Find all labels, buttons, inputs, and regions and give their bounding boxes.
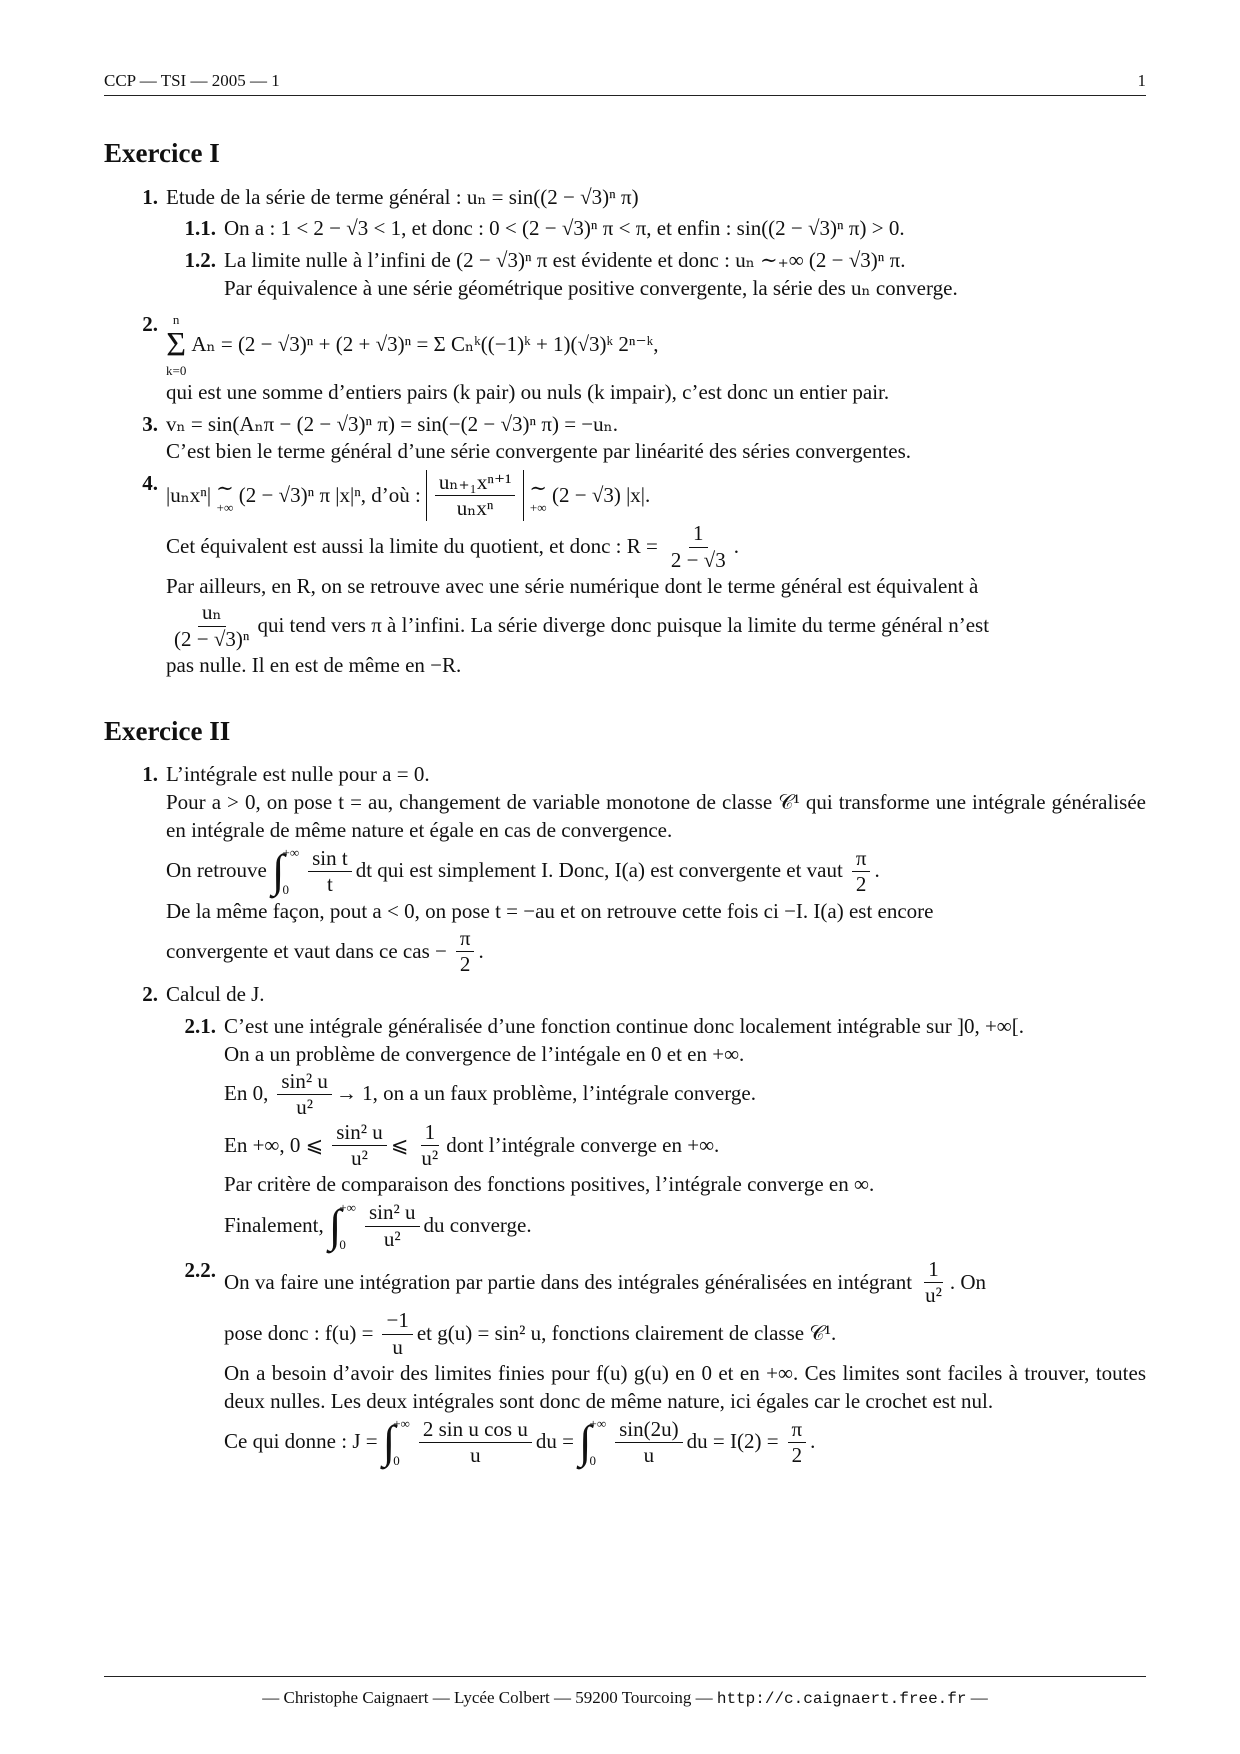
formula-part: |uₙxⁿ| <box>166 482 212 507</box>
radius-fraction: $\frac{1}{2 - √3}$ <box>670 521 726 572</box>
line: De la même façon, pout a < 0, on pose t = −au et on retrouve cette fois ci −I. I(a) est encore <box>166 899 934 924</box>
header-title: CCP — TSI — 2005 — 1 <box>104 71 280 90</box>
pi-half: $\frac{\pi}{2}$ <box>852 846 871 897</box>
equiv-symbol: ∼ +∞ <box>216 476 234 515</box>
item-title: Calcul de J. <box>166 982 265 1007</box>
line: Ce qui donne : J = ∫ +∞ 0 $\frac{\text{2 sin u cos u}}{u}$ du = ∫ +∞ 0 $\frac{\sin(2u)}{u}$ du = I(2) = $\frac{\pi}{2}$ . <box>224 1416 816 1469</box>
ex2-item-2 <box>104 981 1146 1473</box>
integral-line: On retrouve ∫ +∞ 0 $\frac{\text{sin t}}{t}$ dt qui est simplement I. Donc, I(a) est convergente et vaut $\frac{\pi}{2}$ . <box>166 845 880 898</box>
radius-line: Cet équivalent est aussi la limite du quotient, et donc : R = $\frac{1}{2 - √3}$ . <box>166 521 739 572</box>
formula-part: (2 − √3)ⁿ π |x|ⁿ, d’où : <box>238 482 421 507</box>
sub-text: Par équivalence à une série géométrique positive convergente, la série des uₙ converge. <box>224 275 958 300</box>
line: Par critère de comparaison des fonctions positives, l’intégrale converge en ∞. <box>224 1172 875 1197</box>
line: On va faire une intégration par partie dans des intégrales généralisées en intégrant $\frac{1}{\text{u²}}$ . On <box>224 1257 987 1308</box>
ex2-item-1 <box>104 761 1146 977</box>
pi-half: $\frac{\pi}{2}$ <box>456 926 475 977</box>
page-content <box>104 136 1146 1477</box>
item-number: 3. <box>142 411 158 436</box>
line: En +∞, 0 ⩽ $\frac{\text{sin² u}}{\text{u²}}$ ⩽ $\frac{1}{\text{u²}}$ dont l’intégrale converge en +∞. <box>224 1119 720 1171</box>
item-number: 2. <box>142 311 158 336</box>
ex1-item-1 <box>104 184 1146 307</box>
formula-vn: vₙ = sin(Aₙπ − (2 − √3)ⁿ π) = sin(−(2 − √3)ⁿ π) = −uₙ. <box>166 411 618 436</box>
formula-part: (2 − √3) |x|. <box>552 482 651 507</box>
page-footer: — Christophe Caignaert — Lycée Colbert — 59200 Tourcoing — http://c.caignaert.free.fr — <box>104 1676 1146 1710</box>
sinc-fraction: $\frac{\text{sin t}}{t}$ <box>308 846 352 897</box>
line: On a besoin d’avoir des limites finies pour f(u) g(u) en 0 et en +∞. Ces limites sont faciles à trouver, toutes deux nulles. Les deux intégrales sont donc de même nature, ici égales car le crochet est nul. <box>224 1360 1146 1413</box>
page-header <box>104 70 1146 96</box>
sub-text: On a : 1 < 2 − √3 < 1, et donc : 0 < (2 − √3)ⁿ π < π, et enfin : sin((2 − √3)ⁿ π) > 0. <box>224 216 905 241</box>
ex1-sub-1-1 <box>166 215 1146 243</box>
formula-ratio <box>166 470 1146 521</box>
footer-author: — Christophe Caignaert — Lycée Colbert — 59200 Tourcoing — <box>262 1688 713 1707</box>
paragraph: Par ailleurs, en R, on se retrouve avec une série numérique dont le terme général est équivalent à <box>166 573 979 598</box>
line: pose donc : f(u) = $\frac{-1}{u}$ et g(u) = sin² u, fonctions clairement de classe 𝒞¹. <box>224 1308 837 1359</box>
sub-number: 2.1. <box>184 1014 216 1039</box>
sum-lower: k=0 <box>166 362 187 378</box>
ex1-item-3 <box>104 411 1146 466</box>
integral-symbol: ∫ +∞ 0 <box>271 845 300 898</box>
sub-number: 1.1. <box>184 216 216 241</box>
formula-An <box>166 311 1146 379</box>
sub-text: La limite nulle à l’infini de (2 − √3)ⁿ π est évidente et donc : uₙ ∼₊∞ (2 − √3)ⁿ π. <box>224 248 906 273</box>
page-number: 1 <box>1137 71 1146 90</box>
ex1-item-2 <box>104 311 1146 407</box>
line: En 0, $\frac{\text{sin² u}}{\text{u²}}$ → 1, on a un faux problème, l’intégrale converge. <box>224 1068 756 1119</box>
item-number: 1. <box>142 762 158 787</box>
footer-url[interactable]: http://c.caignaert.free.fr <box>716 1690 967 1708</box>
item-number: 1. <box>142 184 158 209</box>
integral-symbol: ∫ +∞ 0 <box>328 1200 356 1252</box>
abs-ratio: $\frac{\text{uₙ₊₁xⁿ⁺¹}}{\text{uₙxⁿ}}$ <box>426 470 525 521</box>
exercise-2-title: Exercice II <box>104 715 231 746</box>
sub-number: 2.2. <box>184 1258 216 1283</box>
line: C’est une intégrale généralisée d’une fonction continue donc localement intégrable sur ]0, +∞[. <box>224 1014 1025 1039</box>
sum-symbol: n Σ k=0 <box>166 311 187 378</box>
line: Finalement, ∫ +∞ 0 $\frac{\text{sin² u}}{\text{u²}}$ du converge. <box>224 1200 532 1252</box>
sub-number: 1.2. <box>184 248 216 273</box>
ex2-sub-2-1 <box>166 1013 1146 1253</box>
item-text: C’est bien le terme général d’une série convergente par linéarité des séries convergentes. <box>166 439 911 464</box>
paragraph: pas nulle. Il en est de même en −R. <box>166 652 462 677</box>
item-number: 2. <box>142 982 158 1007</box>
formula-text: Aₙ = (2 − √3)ⁿ + (2 + √3)ⁿ = Σ Cₙᵏ((−1)ᵏ + 1)(√3)ᵏ 2ⁿ⁻ᵏ, <box>191 331 659 356</box>
sum-upper: n <box>172 311 180 327</box>
equiv-symbol: ∼ +∞ <box>529 476 547 515</box>
item-text: qui est une somme d’entiers pairs (k pair) ou nuls (k impair), c’est donc un entier pair. <box>166 379 890 404</box>
term-fraction: $\frac{\text{uₙ}}{\text{(2 − √3)ⁿ}}$ <box>174 600 250 651</box>
line: Pour a > 0, on pose t = au, changement de variable monotone de classe 𝒞¹ qui transforme une intégrale généralisée en intégrale de même nature et égale en cas de convergence. <box>166 789 1146 842</box>
exercise-1-title: Exercice I <box>104 138 220 168</box>
ex1-item-4 <box>104 470 1146 680</box>
ex1-sub-1-2 <box>166 247 1146 302</box>
paragraph-with-fraction: $\frac{\text{uₙ}}{\text{(2 − √3)ⁿ}}$ qui tend vers π à l’infini. La série diverge donc puisque la limite du terme général n’est <box>166 600 1146 651</box>
line: L’intégrale est nulle pour a = 0. <box>166 762 430 787</box>
line: On a un problème de convergence de l’intégale en 0 et en +∞. <box>224 1041 745 1066</box>
item-text: Etude de la série de terme général : uₙ = sin((2 − √3)ⁿ π) <box>166 184 639 209</box>
line: convergente et vaut dans ce cas − $\frac{\pi}{2}$ . <box>166 926 484 977</box>
ex2-sub-2-2 <box>166 1257 1146 1469</box>
item-number: 4. <box>142 470 158 495</box>
